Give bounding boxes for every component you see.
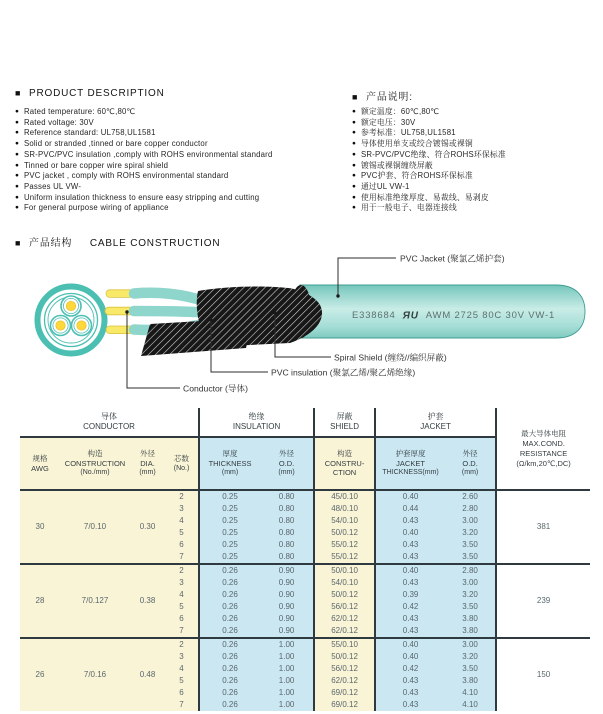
cell-construction: 7/0.127 xyxy=(60,564,130,638)
bullet-text: 额定电压：30V xyxy=(360,117,416,127)
table-cell: 56/0.12 xyxy=(314,601,375,613)
table-cell: 2 xyxy=(165,490,199,503)
table-cell: 3.20 xyxy=(445,651,496,663)
bullet-text: Solid or stranded ,tinned or bare copper conductor xyxy=(23,139,208,149)
bullet-text: 使用标准绝缘厚度、易裁线、易剥皮 xyxy=(360,192,489,202)
table-cell: 4 xyxy=(165,663,199,675)
table-cell: 0.26 xyxy=(199,663,260,675)
col-resistance-header: 最大导体电阻 MAX.COND. RESISTANCE (Ω/km,20℃,DC) xyxy=(496,408,590,490)
bullet-text: Tinned or bare copper wire spiral shield xyxy=(23,160,169,170)
table-cell: 0.40 xyxy=(375,638,445,651)
table-cell: 55/0.12 xyxy=(314,539,375,551)
cross-section-icon xyxy=(38,287,105,354)
bullet-text: Rated temperature: 60℃,80℃ xyxy=(23,107,136,116)
table-cell: 3.50 xyxy=(445,551,496,564)
col-dia-header: 外径 DIA. (mm) xyxy=(130,437,165,490)
table-cell: 3.00 xyxy=(445,577,496,589)
table-cell: 0.25 xyxy=(199,527,260,539)
table-row xyxy=(20,490,590,503)
table-cell: 0.80 xyxy=(260,503,314,515)
bullet-item xyxy=(15,171,273,182)
table-row xyxy=(20,638,590,651)
table-cell: 3 xyxy=(165,503,199,515)
col-cores-header: 芯数 (No.) xyxy=(165,437,199,490)
table-cell: 3.80 xyxy=(445,625,496,638)
bullet-icon: ● xyxy=(352,161,356,169)
table-cell: 69/0.12 xyxy=(314,687,375,699)
bullet-text: Uniform insulation thickness to ensure easy stripping and cutting xyxy=(23,192,260,202)
cable-construction-diagram xyxy=(0,248,603,406)
bullet-icon: ● xyxy=(15,204,19,212)
col-jacket-od-header: 外径 O.D. (mm) xyxy=(445,437,496,490)
table-cell: 55/0.12 xyxy=(314,551,375,564)
cell-dia: 0.48 xyxy=(130,638,165,711)
bullet-text: Rated voltage: 30V xyxy=(23,117,94,127)
table-cell: 0.40 xyxy=(375,527,445,539)
cell-dia: 0.30 xyxy=(130,490,165,564)
section-title-text: PRODUCT DESCRIPTION xyxy=(29,88,165,99)
bullet-text: Passes UL VW- xyxy=(23,181,82,191)
bullet-icon: ● xyxy=(352,182,356,190)
bullet-item xyxy=(15,128,273,139)
group-conductor: 导体 CONDUCTOR xyxy=(20,408,199,437)
table-cell: 1.00 xyxy=(260,675,314,687)
product-description-list-en xyxy=(15,107,273,214)
table-cell: 0.25 xyxy=(199,551,260,564)
bullet-item xyxy=(15,161,273,172)
table-cell: 0.43 xyxy=(375,625,445,638)
table-cell: 0.43 xyxy=(375,687,445,699)
bullet-item xyxy=(352,193,506,204)
table-cell: 4.10 xyxy=(445,699,496,711)
product-description-title-zh xyxy=(352,88,413,103)
ul-mark-icon: ЯU xyxy=(402,310,419,322)
bullet-text: 额定温度：60℃,80℃ xyxy=(360,107,440,116)
bullet-item xyxy=(15,193,273,204)
bullet-text: 通过UL VW-1 xyxy=(360,181,410,191)
bullet-item xyxy=(15,107,273,118)
table-cell: 0.43 xyxy=(375,515,445,527)
bullet-item xyxy=(352,107,506,118)
table-cell: 0.40 xyxy=(375,651,445,663)
col-jacket-thickness-header: 护套厚度 JACKET THICKNESS(mm) xyxy=(375,437,445,490)
bullet-item xyxy=(15,150,273,161)
bullet-icon: ● xyxy=(15,118,19,126)
table-cell: 0.90 xyxy=(260,601,314,613)
table-cell: 0.43 xyxy=(375,577,445,589)
bullet-item xyxy=(15,118,273,129)
bullet-text: 参考标准：UL758,UL1581 xyxy=(360,128,456,138)
bullet-text: Reference standard: UL758,UL1581 xyxy=(23,128,156,138)
col-od-header: 外径 O.D. (mm) xyxy=(260,437,314,490)
col-construction-header: 构造 CONSTRUCTION (No./mm) xyxy=(60,437,130,490)
bullet-item xyxy=(15,182,273,193)
section-marker-icon: ■ xyxy=(15,88,21,98)
bullet-icon: ● xyxy=(15,140,19,148)
table-cell: 2 xyxy=(165,564,199,577)
cell-awg: 28 xyxy=(20,564,60,638)
label-spiral-shield: Spiral Shield (缠绕//编织屏蔽) xyxy=(334,352,447,363)
table-cell: 3.00 xyxy=(445,638,496,651)
bullet-text: 镀锡或裸铜缠绕屏蔽 xyxy=(360,160,433,170)
table-cell: 7 xyxy=(165,551,199,564)
bullet-text: PVC护套、符合ROHS环保标准 xyxy=(360,171,473,181)
table-cell: 50/0.12 xyxy=(314,651,375,663)
table-cell: 3.50 xyxy=(445,663,496,675)
group-header-row xyxy=(20,408,590,437)
table-cell: 0.43 xyxy=(375,551,445,564)
bullet-item xyxy=(15,203,273,214)
table-cell: 3.80 xyxy=(445,613,496,625)
cell-construction: 7/0.16 xyxy=(60,638,130,711)
table-cell: 0.26 xyxy=(199,564,260,577)
table-cell: 0.40 xyxy=(375,490,445,503)
table-cell: 2.80 xyxy=(445,503,496,515)
table-cell: 0.44 xyxy=(375,503,445,515)
table-cell: 54/0.10 xyxy=(314,515,375,527)
table-cell: 0.26 xyxy=(199,625,260,638)
table-cell: 0.42 xyxy=(375,663,445,675)
table-cell: 6 xyxy=(165,539,199,551)
table-cell: 3.20 xyxy=(445,527,496,539)
table-cell: 0.26 xyxy=(199,589,260,601)
table-cell: 55/0.10 xyxy=(314,638,375,651)
bullet-icon: ● xyxy=(15,182,19,190)
bullet-text: SR-PVC/PVC insulation ,comply with ROHS environmental standard xyxy=(23,149,273,159)
table-cell: 0.80 xyxy=(260,527,314,539)
table-cell: 3.20 xyxy=(445,589,496,601)
table-cell: 3.50 xyxy=(445,539,496,551)
bullet-icon: ● xyxy=(352,108,356,115)
table-cell: 50/0.12 xyxy=(314,527,375,539)
table-cell: 0.90 xyxy=(260,589,314,601)
table-cell: 0.25 xyxy=(199,503,260,515)
group-shield: 屏蔽 SHIELD xyxy=(314,408,375,437)
table-cell: 0.25 xyxy=(199,539,260,551)
table-cell: 5 xyxy=(165,601,199,613)
section-marker-icon: ■ xyxy=(15,238,21,248)
table-cell: 5 xyxy=(165,527,199,539)
table-cell: 2.80 xyxy=(445,564,496,577)
group-insulation: 绝缘 INSULATION xyxy=(199,408,314,437)
label-conductor: Conductor (导体) xyxy=(183,383,248,394)
table-cell: 45/0.10 xyxy=(314,490,375,503)
bullet-item xyxy=(352,161,506,172)
table-cell: 0.90 xyxy=(260,625,314,638)
jacket-print-spec: AWM 2725 80C 30V VW-1 xyxy=(425,310,556,321)
col-shield-construction-header: 构造 CONSTRU- CTION xyxy=(314,437,375,490)
bullet-icon: ● xyxy=(352,193,356,201)
cell-awg: 26 xyxy=(20,638,60,711)
table-cell: 0.26 xyxy=(199,651,260,663)
table-cell: 54/0.10 xyxy=(314,577,375,589)
table-cell: 56/0.12 xyxy=(314,663,375,675)
label-pvc-insulation: PVC insulation (聚氯乙烯/聚乙烯绝缘) xyxy=(271,367,416,378)
construction-title-zh: 产品结构 xyxy=(29,238,73,249)
table-cell: 0.25 xyxy=(199,490,260,503)
table-cell: 0.90 xyxy=(260,564,314,577)
table-cell: 6 xyxy=(165,687,199,699)
table-cell: 0.25 xyxy=(199,515,260,527)
bullet-text: 导体使用单支或绞合镀锡或裸铜 xyxy=(360,139,473,149)
bullet-text: 用于一般电子、电器连接线 xyxy=(360,203,457,213)
product-description-list-zh xyxy=(352,107,506,214)
bullet-icon: ● xyxy=(15,172,19,180)
section-title-text: 产品说明: xyxy=(366,92,413,103)
table-cell: 4.10 xyxy=(445,687,496,699)
table-cell: 0.90 xyxy=(260,577,314,589)
table-cell: 1.00 xyxy=(260,699,314,711)
table-cell: 0.43 xyxy=(375,699,445,711)
cell-resistance: 239 xyxy=(496,564,590,638)
table-cell: 3.80 xyxy=(445,675,496,687)
jacket-print-cert: E338684 xyxy=(352,310,396,321)
cell-resistance: 381 xyxy=(496,490,590,564)
bullet-text: SR-PVC/PVC绝缘、符合ROHS环保标准 xyxy=(360,149,506,159)
bullet-icon: ● xyxy=(15,129,19,137)
table-cell: 0.80 xyxy=(260,539,314,551)
table-cell: 0.80 xyxy=(260,490,314,503)
spec-table-body xyxy=(20,490,590,711)
table-cell: 7 xyxy=(165,625,199,638)
table-cell: 0.42 xyxy=(375,601,445,613)
table-cell: 0.43 xyxy=(375,675,445,687)
cell-resistance: 150 xyxy=(496,638,590,711)
bullet-icon: ● xyxy=(352,118,356,126)
spec-table xyxy=(20,408,590,711)
table-cell: 2.60 xyxy=(445,490,496,503)
table-cell: 7 xyxy=(165,699,199,711)
bullet-item xyxy=(352,182,506,193)
table-cell: 0.26 xyxy=(199,577,260,589)
bullet-icon: ● xyxy=(15,108,19,115)
bullet-item xyxy=(352,128,506,139)
table-cell: 3.00 xyxy=(445,515,496,527)
table-cell: 3 xyxy=(165,577,199,589)
table-cell: 0.26 xyxy=(199,675,260,687)
bullet-item xyxy=(352,118,506,129)
table-cell: 62/0.12 xyxy=(314,625,375,638)
table-cell: 48/0.10 xyxy=(314,503,375,515)
table-cell: 1.00 xyxy=(260,651,314,663)
table-cell: 0.26 xyxy=(199,601,260,613)
bullet-icon: ● xyxy=(15,193,19,201)
bullet-item xyxy=(352,171,506,182)
table-cell: 3.50 xyxy=(445,601,496,613)
bullet-icon: ● xyxy=(15,161,19,169)
table-cell: 6 xyxy=(165,613,199,625)
bullet-icon: ● xyxy=(352,172,356,180)
bullet-icon: ● xyxy=(352,150,356,158)
bullet-icon: ● xyxy=(352,204,356,212)
bullet-icon: ● xyxy=(352,129,356,137)
table-cell: 0.43 xyxy=(375,539,445,551)
table-cell: 4 xyxy=(165,515,199,527)
table-cell: 0.80 xyxy=(260,515,314,527)
table-cell: 4 xyxy=(165,589,199,601)
cable-construction-title xyxy=(15,234,220,249)
table-cell: 0.39 xyxy=(375,589,445,601)
table-cell: 62/0.12 xyxy=(314,675,375,687)
table-cell: 2 xyxy=(165,638,199,651)
table-cell: 0.26 xyxy=(199,613,260,625)
bullet-item xyxy=(352,203,506,214)
bullet-text: PVC jacket , comply with ROHS environmental standard xyxy=(23,171,229,181)
table-cell: 50/0.12 xyxy=(314,589,375,601)
table-cell: 1.00 xyxy=(260,638,314,651)
cell-awg: 30 xyxy=(20,490,60,564)
table-cell: 0.90 xyxy=(260,613,314,625)
col-thickness-header: 厚度 THICKNESS (mm) xyxy=(199,437,260,490)
group-jacket: 护套 JACKET xyxy=(375,408,496,437)
table-cell: 5 xyxy=(165,675,199,687)
product-description-title-en xyxy=(15,88,165,99)
bullet-text: For general purpose wiring of appliance xyxy=(23,203,169,213)
jacket-print xyxy=(352,310,555,322)
bullet-icon: ● xyxy=(352,140,356,148)
table-cell: 0.26 xyxy=(199,699,260,711)
table-cell: 50/0.10 xyxy=(314,564,375,577)
table-cell: 1.00 xyxy=(260,663,314,675)
col-awg-header: 规格 AWG xyxy=(20,437,60,490)
table-row xyxy=(20,564,590,577)
bullet-item xyxy=(352,139,506,150)
table-cell: 0.26 xyxy=(199,687,260,699)
table-cell: 1.00 xyxy=(260,687,314,699)
cell-dia: 0.38 xyxy=(130,564,165,638)
table-cell: 0.26 xyxy=(199,638,260,651)
table-cell: 0.43 xyxy=(375,613,445,625)
table-cell: 0.80 xyxy=(260,551,314,564)
construction-title-en: CABLE CONSTRUCTION xyxy=(89,238,221,249)
label-pvc-jacket: PVC Jacket (聚氯乙烯护套) xyxy=(400,253,505,264)
table-cell: 3 xyxy=(165,651,199,663)
table-cell: 0.40 xyxy=(375,564,445,577)
bullet-icon: ● xyxy=(15,150,19,158)
cell-construction: 7/0.10 xyxy=(60,490,130,564)
bullet-item xyxy=(352,150,506,161)
section-marker-icon: ■ xyxy=(352,92,358,102)
table-cell: 69/0.12 xyxy=(314,699,375,711)
table-cell: 62/0.12 xyxy=(314,613,375,625)
bullet-item xyxy=(15,139,273,150)
